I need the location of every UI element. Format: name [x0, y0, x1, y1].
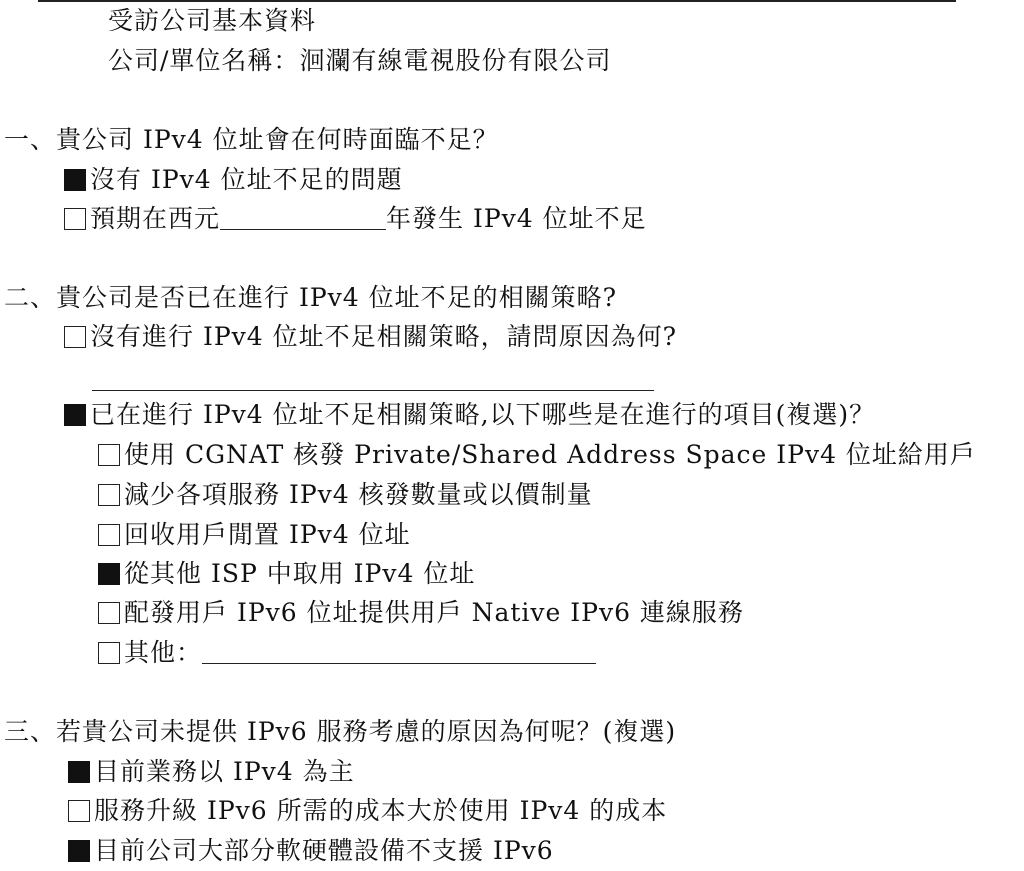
q1-question [4, 123, 499, 157]
year-input-blank[interactable] [220, 205, 386, 230]
q1-option-expected-label-after: 年發生 IPv4 位址不足 [386, 204, 647, 233]
q1-option-no-shortage-label: 沒有 IPv4 位址不足的問題 [90, 165, 403, 194]
checked-checkbox[interactable] [64, 169, 86, 191]
q3-option-cost[interactable] [68, 794, 667, 828]
checked-checkbox[interactable] [68, 761, 90, 783]
unchecked-checkbox[interactable] [64, 208, 86, 230]
unchecked-checkbox[interactable] [98, 524, 120, 546]
unchecked-checkbox[interactable] [98, 444, 120, 466]
top-rule [38, 0, 956, 2]
q2-sub-option-cgnat[interactable] [98, 438, 976, 472]
q2-sub-option-label: 使用 CGNAT 核發 Private/Shared Address Space IPv4 位址給用戶 [124, 440, 976, 469]
q3-question [4, 715, 676, 749]
q2-option-has-strategy[interactable] [64, 398, 875, 432]
q2-option-no-strategy-label: 沒有進行 IPv4 位址不足相關策略，請問原因為何? [90, 322, 678, 351]
q2-sub-option-label: 配發用戶 IPv6 位址提供用戶 Native IPv6 連線服務 [124, 598, 744, 627]
q1-question-text: 一、貴公司 IPv4 位址會在何時面臨不足？ [4, 125, 499, 154]
profile-heading-text: 受訪公司基本資料 [108, 6, 317, 35]
q3-option-ipv4-main[interactable] [68, 755, 355, 789]
unchecked-checkbox[interactable] [64, 326, 86, 348]
company-name: 洄瀾有線電視股份有限公司 [299, 46, 612, 75]
q3-option-label: 服務升級 IPv6 所需的成本大於使用 IPv4 的成本 [94, 796, 668, 825]
q2-sub-option-reduce[interactable] [98, 478, 593, 512]
checked-checkbox[interactable] [98, 563, 120, 585]
q2-option-no-strategy[interactable] [64, 320, 677, 354]
q2-sub-option-ipv6[interactable] [98, 596, 744, 630]
company-label: 公司/單位名稱： [108, 46, 300, 75]
q2-question-text: 二、貴公司是否已在進行 IPv4 位址不足的相關策略? [4, 283, 618, 312]
q2-question [4, 281, 617, 315]
q2-sub-option-other[interactable] [98, 636, 596, 670]
q3-question-text: 三、若貴公司未提供 IPv6 服務考慮的原因為何呢？(複選) [4, 717, 677, 746]
other-input-blank[interactable] [202, 639, 596, 664]
q1-option-expected-label-before: 預期在西元 [90, 204, 221, 233]
q2-sub-option-label: 其他： [124, 638, 203, 667]
checked-checkbox[interactable] [64, 404, 86, 426]
q3-option-label: 目前公司大部分軟硬體設備不支援 IPv6 [94, 836, 554, 865]
q1-option-no-shortage[interactable] [64, 163, 403, 197]
unchecked-checkbox[interactable] [68, 800, 90, 822]
q2-option-has-strategy-label: 已在進行 IPv4 位址不足相關策略,以下哪些是在進行的項目(複選)？ [90, 400, 876, 429]
q2-sub-option-reclaim[interactable] [98, 518, 411, 552]
reason-input-blank[interactable] [92, 390, 654, 391]
unchecked-checkbox[interactable] [98, 484, 120, 506]
q2-sub-option-label: 回收用戶閒置 IPv4 位址 [124, 520, 411, 549]
unchecked-checkbox[interactable] [98, 602, 120, 624]
q2-sub-option-label: 減少各項服務 IPv4 核發數量或以價制量 [124, 480, 593, 509]
q2-sub-option-other-isp[interactable] [98, 557, 475, 591]
profile-heading [108, 4, 316, 38]
q2-sub-option-label: 從其他 ISP 中取用 IPv4 位址 [124, 559, 476, 588]
company-name-row [108, 44, 611, 78]
q3-option-label: 目前業務以 IPv4 為主 [94, 757, 355, 786]
checked-checkbox[interactable] [68, 840, 90, 862]
unchecked-checkbox[interactable] [98, 642, 120, 664]
q1-option-expected-year[interactable] [64, 202, 647, 236]
q3-option-hardware[interactable] [68, 834, 554, 868]
